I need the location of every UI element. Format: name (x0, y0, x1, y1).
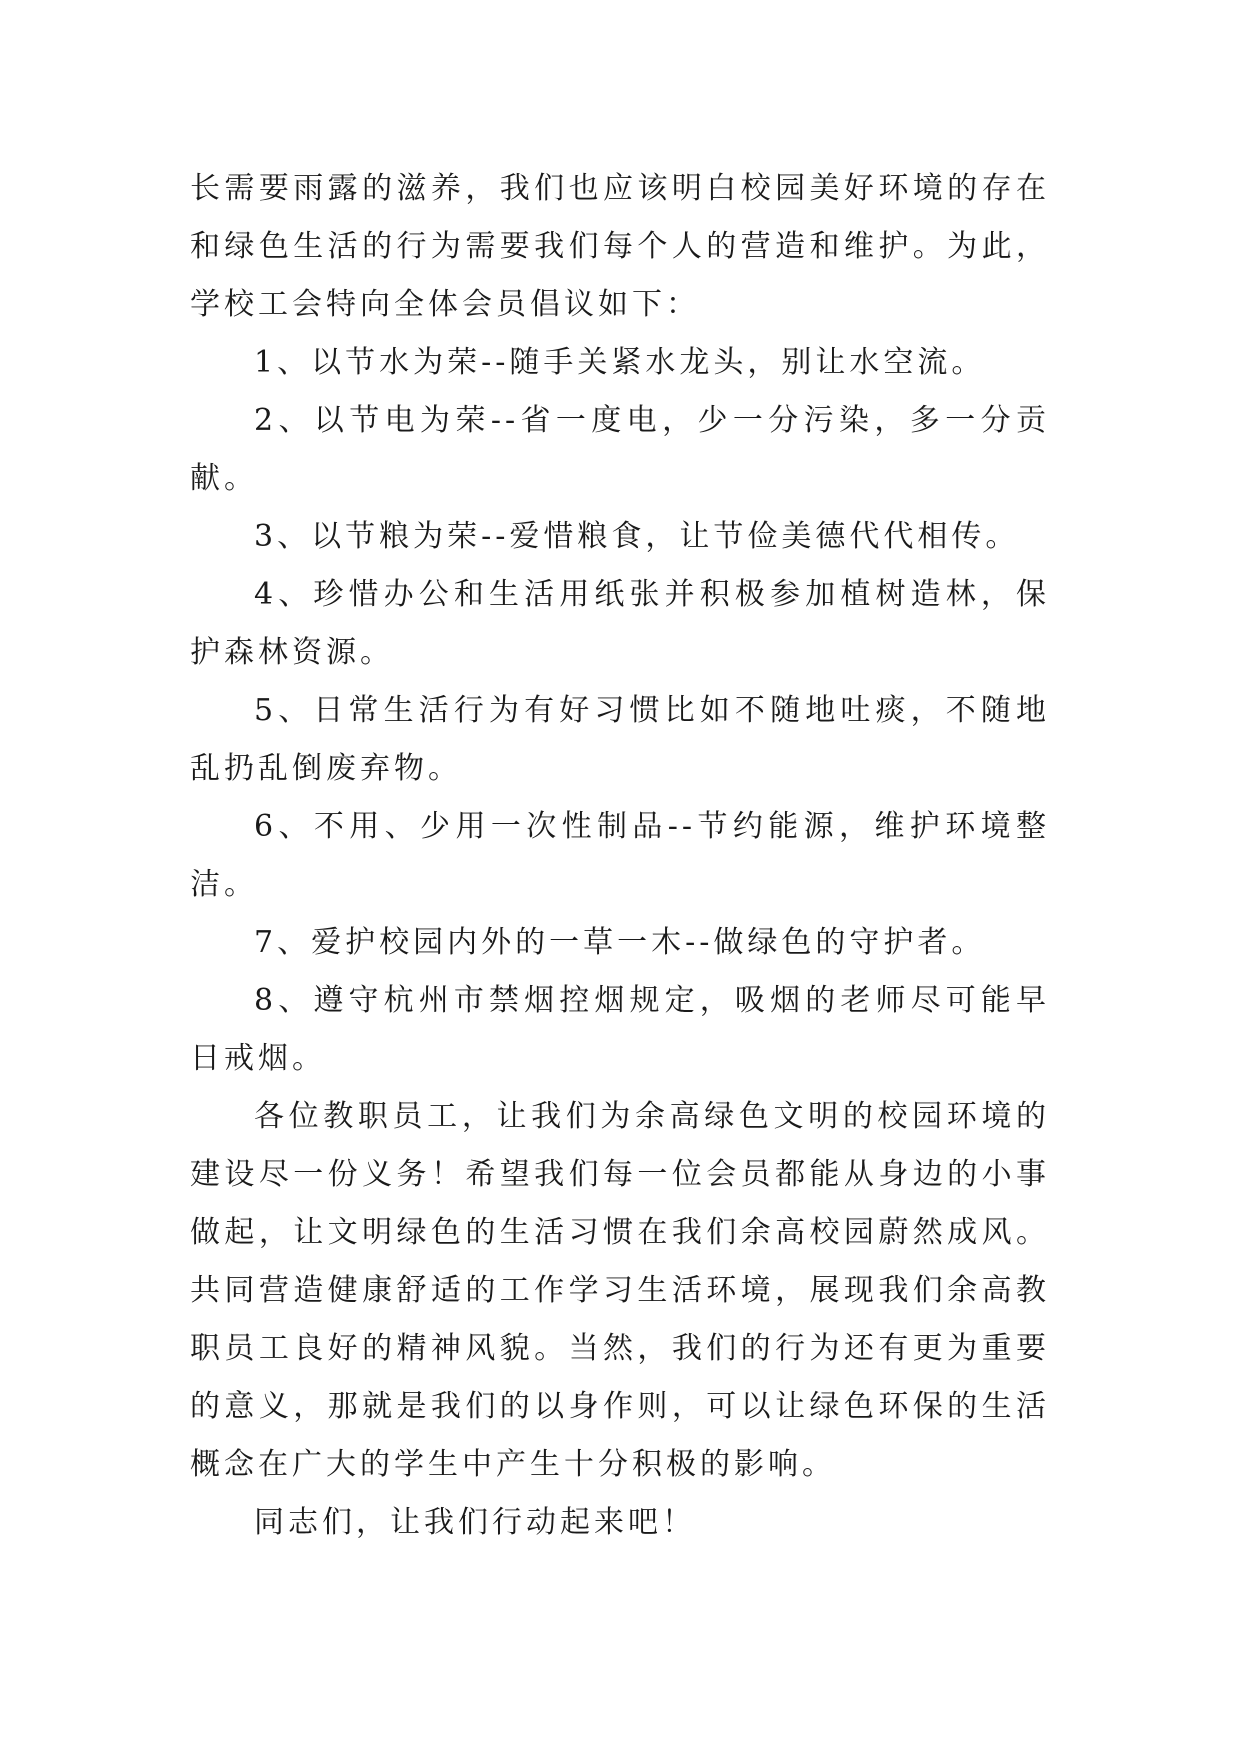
paragraph-item-4: 4、珍惜办公和生活用纸张并积极参加植树造林，保护森林资源。 (190, 577, 1050, 670)
paragraph-item-6: 6、不用、少用一次性制品--节约能源，维护环境整洁。 (190, 809, 1050, 902)
paragraph-item-8: 8、遵守杭州市禁烟控烟规定，吸烟的老师尽可能早日戒烟。 (190, 983, 1050, 1076)
paragraph-item-2: 2、以节电为荣--省一度电，少一分污染，多一分贡献。 (190, 403, 1050, 496)
paragraph-item-5: 5、日常生活行为有好习惯比如不随地吐痰，不随地乱扔乱倒废弃物。 (190, 693, 1050, 786)
paragraph-closing: 同志们，让我们行动起来吧！ (254, 1505, 696, 1540)
paragraph-item-3: 3、以节粮为荣--爱惜粮食，让节俭美德代代相传。 (254, 519, 1020, 554)
document-body (190, 160, 1050, 1552)
paragraph-appeal: 各位教职员工，让我们为余高绿色文明的校园环境的建设尽一份义务！希望我们每一位会员都能从身边的小事做起，让文明绿色的生活习惯在我们余高校园蔚然成风。共同营造健康舒适的工作学习生活环境，展现我们余高教职员工良好的精神风貌。当然，我们的行为还有更为重要的意义，那就是我们的以身作则，可以让绿色环保的生活概念在广大的学生中产生十分积极的影响。 (190, 1099, 1050, 1482)
paragraph-item-1: 1、以节水为荣--随手关紧水龙头，别让水空流。 (254, 345, 986, 380)
paragraph-item-7: 7、爱护校园内外的一草一木--做绿色的守护者。 (254, 925, 986, 960)
paragraph-intro: 长需要雨露的滋养，我们也应该明白校园美好环境的存在和绿色生活的行为需要我们每个人的营造和维护。为此，学校工会特向全体会员倡议如下： (190, 171, 1050, 322)
